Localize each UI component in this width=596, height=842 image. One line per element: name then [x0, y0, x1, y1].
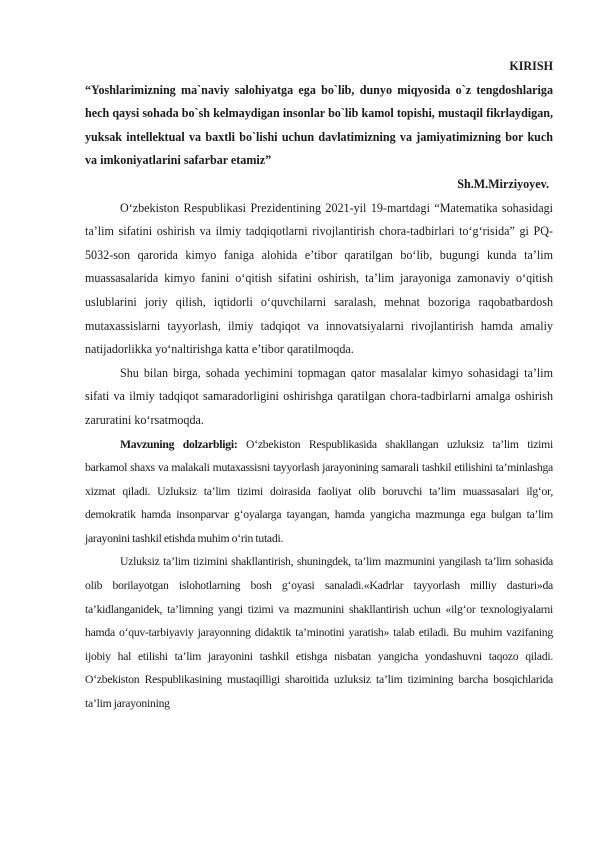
paragraph-relevance — [85, 433, 553, 551]
paragraph-continuous-education: Uzluksiz ta’lim tizimini shakllantirish, shuningdek, ta’lim mazmunini yangilash ta’lim sohasida olib borilayotgan islohotlarning bosh g‘oyasi sanaladi.«Kadrlar tayyorlash milliy dasturi»da ta’kidlanganidek, ta’limning yangi tizimi va mazmunini shakllantirish uchun «ilg‘or texnologiyalarni hamda o‘quv-tarbiyaviy jarayonning didaktik ta’minotini yaratish» talab etiladi. Bu muhim vazifaning ijobiy hal etilishi ta’lim jarayonini tashkil etishga nisbatan yangicha yondashuvni taqozo qiladi. O‘zbekiston Respublikasining mustaqilligi sharoitida uzluksiz ta’lim tizimining barcha bosqichlarida ta’lim jarayonining — [85, 555, 553, 711]
paragraph-problems: Shu bilan birga, sohada yechimini topmagan qator masalalar kimyo sohasidagi ta’lim sifati va ilmiy tadqiqot samaradorligini oshirishga qaratilgan chora-tadbirlarni amalga oshirish zaruratini ko‘rsatmoqda. — [85, 365, 553, 427]
document-page — [85, 55, 553, 716]
relevance-label: Mavzuning dolzarbligi: — [120, 437, 238, 451]
epigraph-quote: “Yoshlarimizning ma`naviy salohiyatga ega bo`lib, dunyo miqyosida o`z tengdoshlariga hech qaysi sohada bo`sh kelmaydigan insonlar bo`lib kamol topishi, mustaqil fikrlaydigan, yuksak intellektual va baxtli bo`lishi uchun davlatimizning va jamiyatimizning bor kuch va imkoniyatlarini safarbar etamiz” — [85, 82, 553, 168]
epigraph-author: Sh.M.Mirziyoyev. — [457, 176, 549, 191]
paragraph-decree: O‘zbekiston Respublikasi Prezidentining 2021-yil 19-martdagi “Matematika sohasidagi ta’lim sifatini oshirish va ilmiy tadqiqotlarni rivojlantirish chora-tadbirlari to‘g‘risida” gi PQ-5032-son qarorida kimyo faniga alohida e’tibor qaratilgan bo‘lib, bugungi kunda ta’lim muassasalarida kimyo fanini o‘qitish sifatini oshirish, ta’lim jarayoniga zamonaviy o‘qitish uslublarini joriy qilish, iqtidorli o‘quvchilarni saralash, mehnat bozoriga raqobatbardosh mutaxassislarni tayyorlash, ilmiy tadqiqot va innovatsiyalarni rivojlantirish hamda amaliy natijadorlikka yo‘naltirishga katta e’tibor qaratilmoqda. — [85, 200, 553, 357]
relevance-text: O‘zbekiston Respublikasida shakllangan uzluksiz ta’lim tizimi barkamol shaxs va malakali mutaxassisni tayyorlash jarayonining samarali tashkil etilishini ta’minlashga xizmat qiladi. Uzluksiz ta’lim tizimi doirasida faoliyat olib boruvchi ta’lim muassasalari ilg‘or, demokratik hamda insonparvar g‘oyalarga tayangan, hamda yangicha mazmunga ega bulgan ta’lim jarayonini tashkil etishda muhim o‘rin tutadi. — [85, 437, 553, 545]
section-heading: KIRISH — [509, 59, 553, 73]
